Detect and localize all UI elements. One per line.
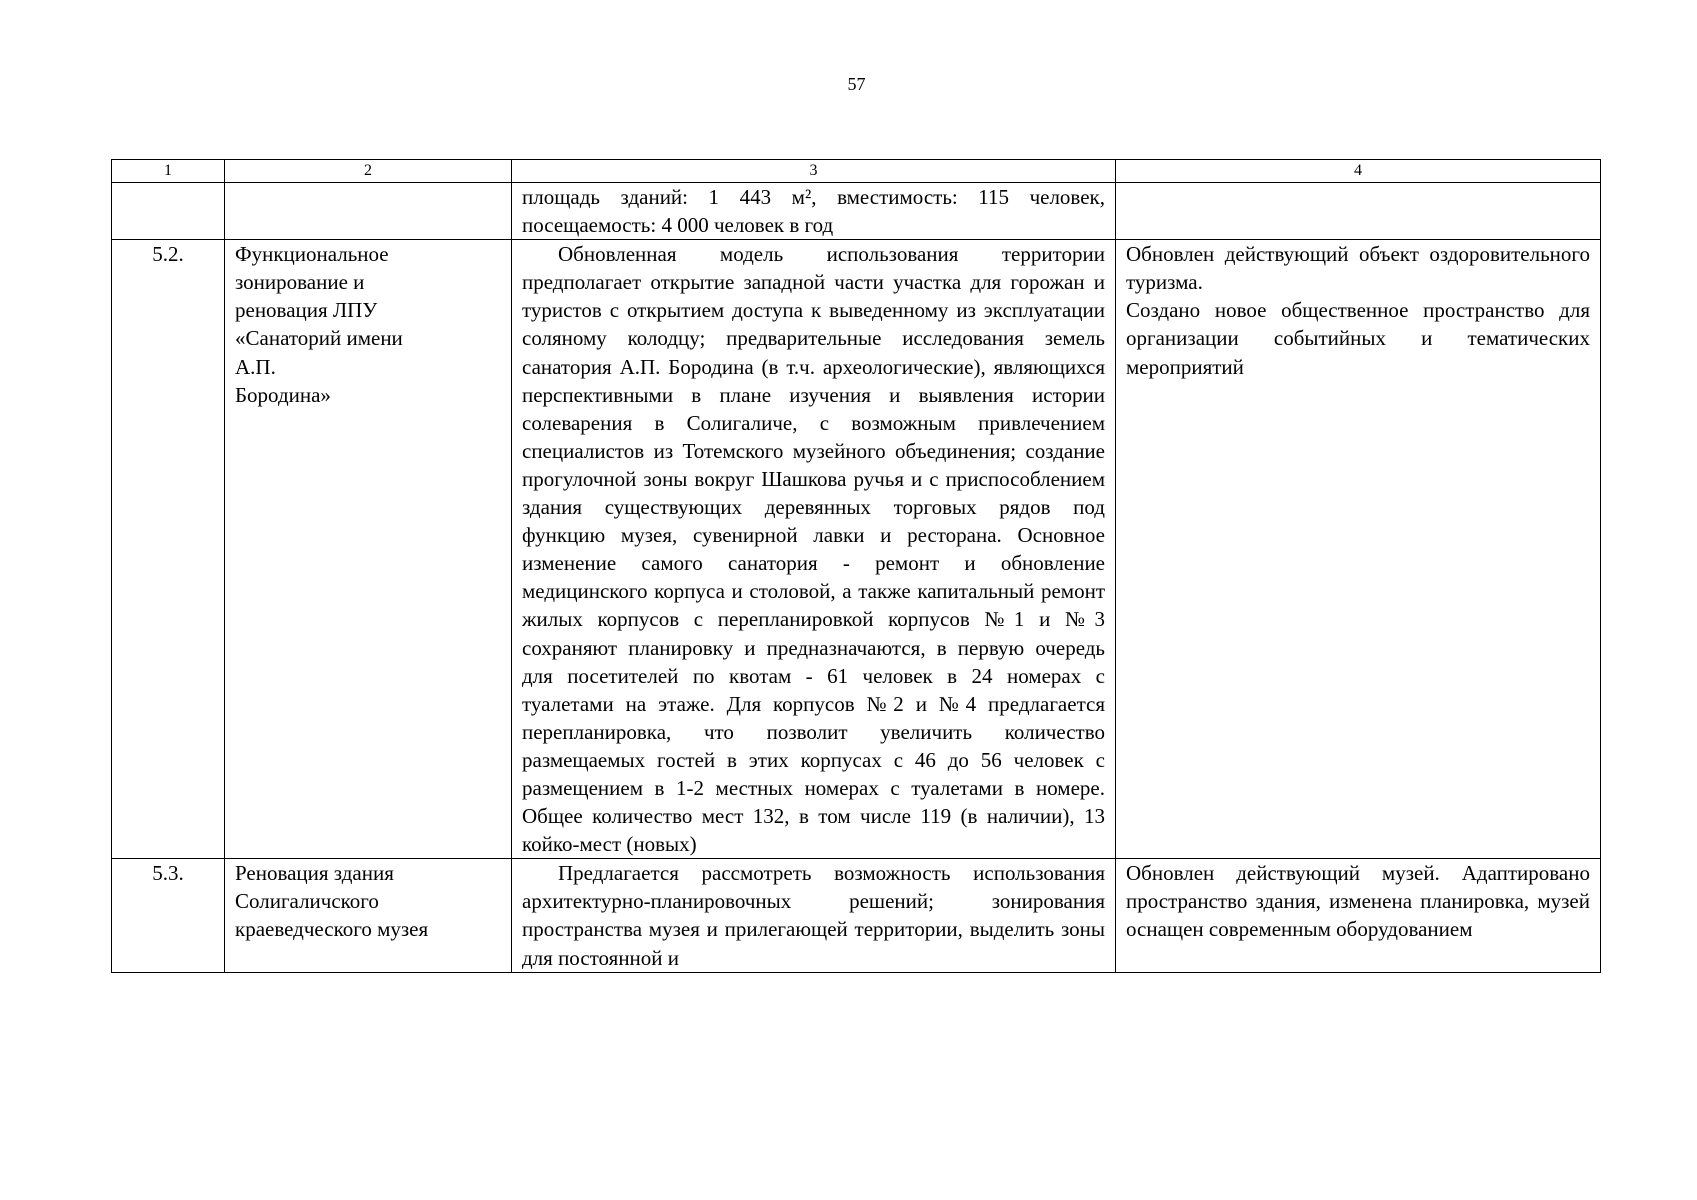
row-result xyxy=(1116,240,1601,859)
row-result xyxy=(1116,859,1601,972)
column-header-1: 1 xyxy=(112,160,225,183)
row-number: 5.2. xyxy=(112,240,225,859)
row-name xyxy=(225,240,512,859)
cell-num-empty xyxy=(112,183,225,240)
row-name-line: зонирование и xyxy=(235,270,365,295)
column-header-4: 4 xyxy=(1116,160,1601,183)
row-result-paragraph: Создано новое общественное пространство для организации событийных и тематических мероприятий xyxy=(1126,298,1590,379)
row-name-line: краеведческого музея xyxy=(235,917,429,942)
row-description-text: Предлагается рассмотреть возможность использования архитектурно-планировочных решений; зонирования пространства музея и прилегающей территории, выделить зоны для постоянной и xyxy=(522,861,1105,970)
row-name xyxy=(225,859,512,972)
row-name-line: А.П. xyxy=(235,354,276,379)
row-result-paragraph: Обновлен действующий объект оздоровительного туризма. xyxy=(1126,242,1590,295)
row-description xyxy=(512,240,1116,859)
row-name-line: Солигаличского xyxy=(235,889,379,914)
table-row xyxy=(112,859,1601,972)
results-table xyxy=(111,159,1601,973)
cell-result-empty xyxy=(1116,183,1601,240)
row-name-line: Реновация здания xyxy=(235,861,394,886)
row-name-line: реновация ЛПУ xyxy=(235,298,378,323)
row-name-line: «Санаторий имени xyxy=(235,326,403,351)
row-description-text: Обновленная модель использования территории предполагает открытие западной части участка для горожан и туристов с открытием доступа к выведенному из эксплуатации соляному колодцу; предварительные исследования земель санатория А.П. Бородина (в т.ч. археологические), являющихся перспективными в плане изучения и выявления истории солеварения в Солигаличе, с возможным привлечением специалистов из Тотемского музейного объединения; создание прогулочной зоны вокруг Шашкова ручья и с приспособлением здания существующих деревянных торговых рядов под функцию музея, сувенирной лавки и ресторана. Основное изменение самого санатория - ремонт и обновление медицинского корпуса и столовой, а также капитальный ремонт жилых корпусов с перепланировкой корпусов №1 и №3 сохраняют планировку и предназначаются, в первую очередь для посетителей по квотам - 61 человек в 24 номерах с туалетами на этаже. Для корпусов №2 и №4 предлагается перепланировка, что позволит увеличить количество размещаемых гостей в этих корпусах с 46 до 56 человек с размещением в 1-2 местных номерах с туалетами в номере. Общее количество мест 132, в том числе 119 (в наличии), 13 койко-мест (новых) xyxy=(522,242,1105,857)
row-result-paragraph: Обновлен действующий музей. Адаптировано пространство здания, изменена планировка, музей оснащен современным оборудованием xyxy=(1126,861,1590,942)
cell-description-continuation: площадь зданий: 1 443 м², вместимость: 115 человек, посещаемость: 4 000 человек в год xyxy=(512,183,1116,240)
row-name-line: Функциональное xyxy=(235,242,389,267)
table-header-row xyxy=(112,160,1601,183)
row-number: 5.3. xyxy=(112,859,225,972)
table-row xyxy=(112,240,1601,859)
row-description xyxy=(512,859,1116,972)
column-header-3: 3 xyxy=(512,160,1116,183)
cell-name-empty xyxy=(225,183,512,240)
row-name-line: Бородина» xyxy=(235,382,331,407)
table-row-continuation xyxy=(112,183,1601,240)
page-number: 57 xyxy=(847,74,866,94)
column-header-2: 2 xyxy=(225,160,512,183)
